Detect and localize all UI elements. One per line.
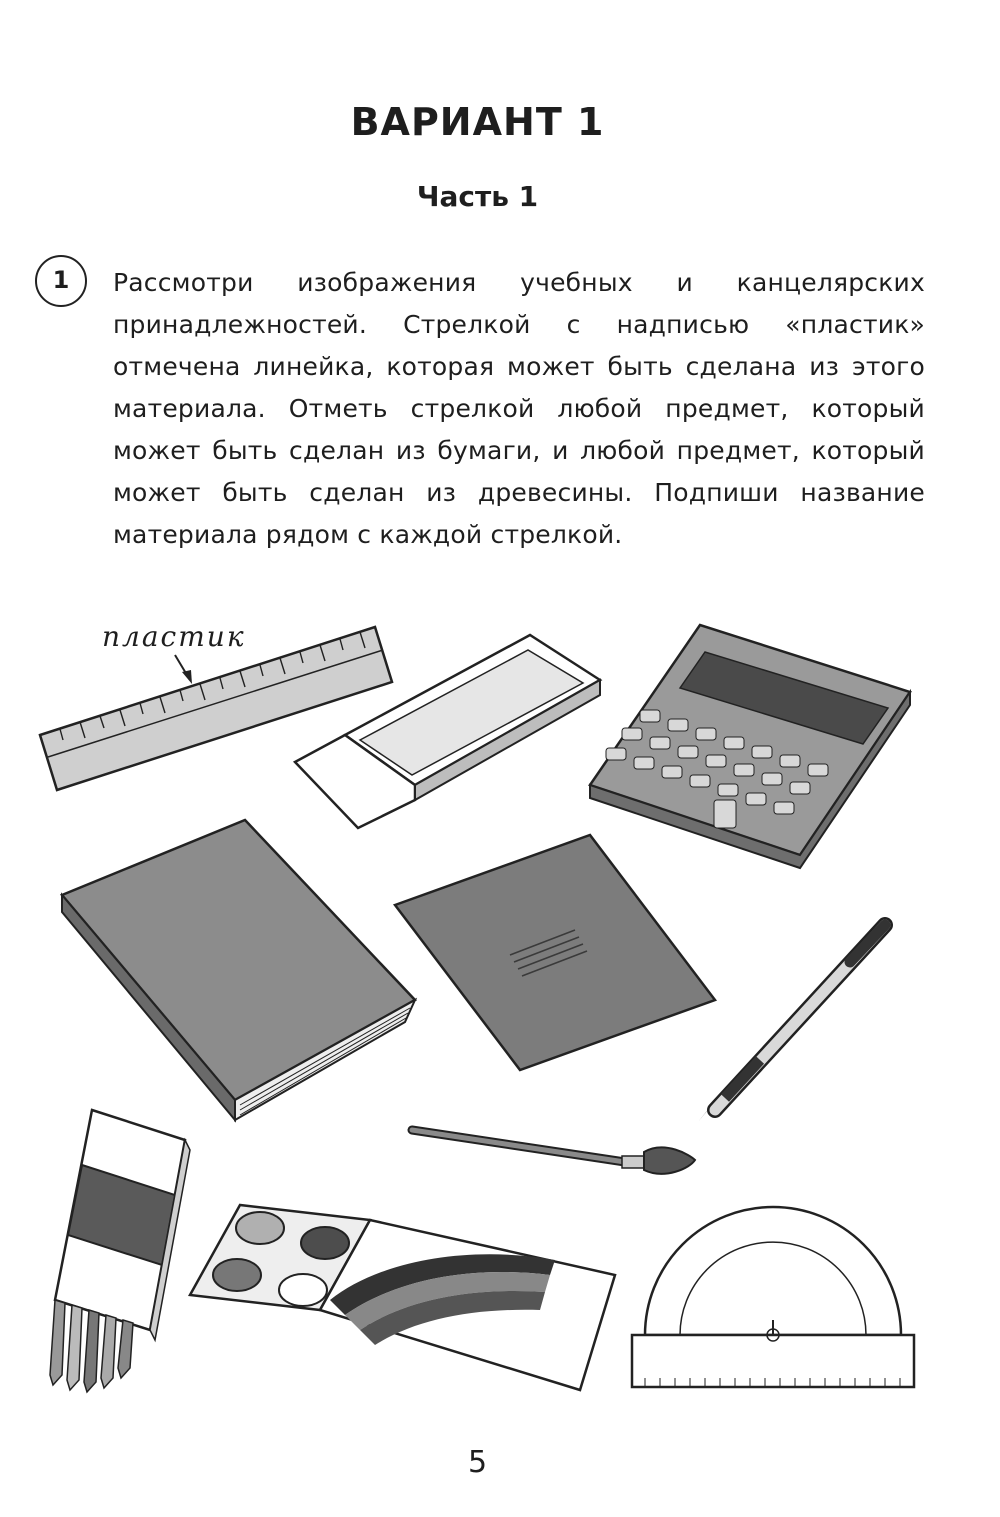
colored-pencils-box-icon [50, 1110, 190, 1392]
calculator-icon [590, 625, 910, 868]
pen-icon [698, 925, 885, 1122]
watercolor-paint-box-icon [190, 1205, 615, 1390]
variant-title: ВАРИАНТ 1 [350, 100, 605, 144]
task-text: Рассмотри изображения учебных и канцелярских принадлежностей. Стрелкой с надписью «пластик» отмечена линейка, которая может быть сделана из этого материала. Отметь стрелкой любой предмет, который может быть сделан из бумаги, и любой предмет, который может быть сделан из древесины. Подпиши название материала рядом с каждой стрелкой. [113, 268, 925, 549]
book-icon [62, 820, 415, 1120]
paintbrush-icon [412, 1130, 695, 1174]
protractor-icon [632, 1207, 914, 1387]
label-arrow [175, 655, 192, 684]
ruler-material-label: пластик [102, 620, 246, 653]
task-number-badge: 1 [35, 255, 87, 307]
notebook-icon [395, 835, 715, 1070]
page-number: 5 [467, 1445, 488, 1480]
school-supplies-illustration [0, 600, 1000, 1420]
part-title: Часть 1 [416, 180, 539, 213]
